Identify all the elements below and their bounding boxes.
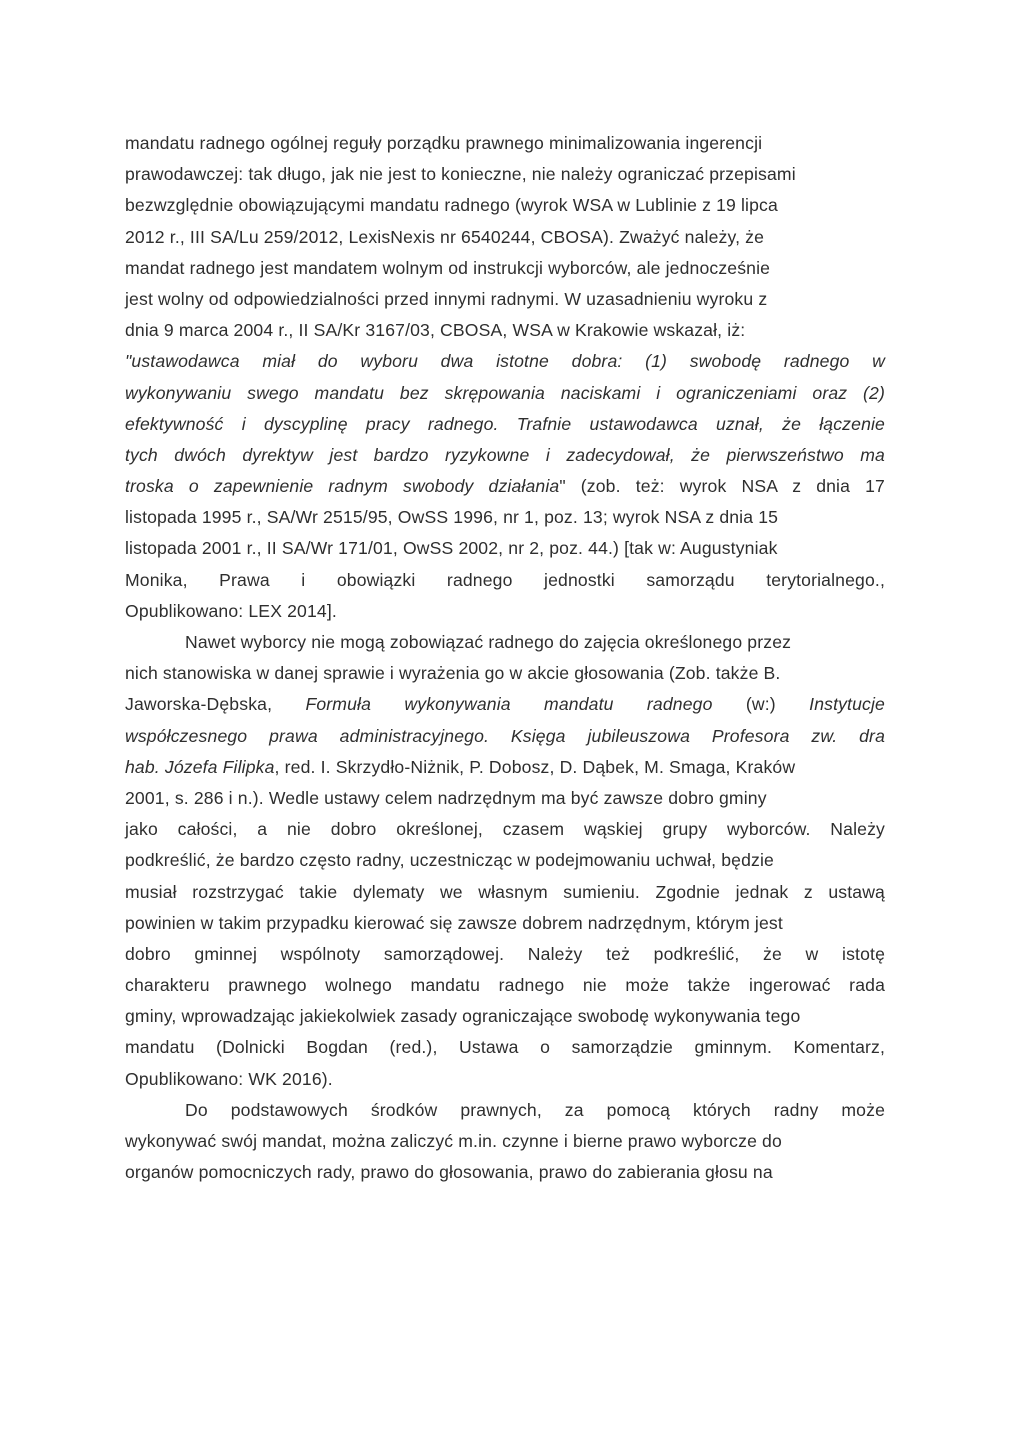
text-line [125, 970, 885, 1001]
text-line [125, 159, 885, 190]
text-segment: bezwzględnie obowiązującymi mandatu radnego (wyrok WSA w Lublinie z 19 lipca [125, 195, 778, 216]
text-segment: " (zob. też: wyrok NSA z dnia 17 [559, 476, 885, 497]
text-line [125, 222, 885, 253]
text-line [125, 939, 885, 970]
text-segment: jest wolny od odpowiedzialności przed innymi radnymi. W uzasadnieniu wyroku z [125, 288, 768, 309]
text-line [125, 284, 885, 315]
text-line [125, 1157, 885, 1188]
text-line [125, 908, 885, 939]
text-segment: mandatu radnego ogólnej reguły porządku prawnego minimalizowania ingerencji [125, 133, 763, 153]
text-line [125, 596, 885, 627]
text-segment: Nawet wyborcy nie mogą zobowiązać radnego do zajęcia określonego przez [185, 632, 792, 652]
text-segment: podkreślić, że bardzo często radny, uczestnicząc w podejmowaniu uchwał, będzie [125, 850, 774, 871]
text-line [125, 627, 885, 658]
text-line [125, 877, 885, 908]
document-body [125, 128, 885, 1188]
text-segment: prawodawczej: tak długo, jak nie jest to konieczne, nie należy ograniczać przepisami [125, 164, 796, 185]
text-segment: powinien w takim przypadku kierować się zawsze dobrem nadrzędnym, którym jest [125, 912, 783, 933]
text-segment: listopada 2001 r., II SA/Wr 171/01, OwSS 2002, nr 2, poz. 44.) [tak w: Augustyniak [125, 538, 778, 559]
text-segment: nich stanowiska w danej sprawie i wyrażenia go w akcie głosowania (Zob. także B. [125, 663, 781, 684]
text-line [125, 471, 885, 502]
text-line [125, 1126, 885, 1157]
text-segment: jako całości, a nie dobro określonej, czasem wąskiej grupy wyborców. Należy [125, 819, 885, 840]
text-line [125, 721, 885, 752]
text-segment: dobro gminnej wspólnoty samorządowej. Należy też podkreślić, że w istotę [125, 943, 885, 964]
italic-text-segment: "ustawodawca miał do wyboru dwa istotne dobra: (1) swobodę radnego w [125, 351, 885, 372]
text-segment: listopada 1995 r., SA/Wr 2515/95, OwSS 1996, nr 1, poz. 13; wyrok NSA z dnia 15 [125, 507, 779, 528]
text-line [125, 689, 885, 720]
text-line [125, 533, 885, 564]
italic-text-segment: Formuła wykonywania mandatu radnego [305, 694, 713, 715]
text-segment: charakteru prawnego wolnego mandatu radnego nie może także ingerować rada [125, 975, 885, 996]
text-line [125, 378, 885, 409]
italic-text-segment: wykonywaniu swego mandatu bez skrępowania naciskami i ograniczeniami oraz (2) [125, 382, 885, 403]
text-line [125, 845, 885, 876]
text-line [125, 658, 885, 689]
text-line [125, 315, 885, 346]
italic-text-segment: troska o zapewnienie radnym swobody działania [125, 476, 560, 497]
text-segment: dnia 9 marca 2004 r., II SA/Kr 3167/03, CBOSA, WSA w Krakowie wskazał, iż: [125, 320, 746, 341]
italic-text-segment: efektywność i dyscyplinę pracy radnego. Trafnie ustawodawca uznał, że łączenie [125, 413, 885, 434]
text-segment: 2001, s. 286 i n.). Wedle ustawy celem nadrzędnym ma być zawsze dobro gminy [125, 787, 767, 808]
text-segment: organów pomocniczych rady, prawo do głosowania, prawo do zabierania głosu na [125, 1162, 773, 1183]
text-segment: musiał rozstrzygać takie dylematy we własnym sumieniu. Zgodnie jednak z ustawą [125, 881, 885, 902]
text-segment: 2012 r., III SA/Lu 259/2012, LexisNexis nr 6540244, CBOSA). Zważyć należy, że [125, 226, 765, 247]
text-segment: mandat radnego jest mandatem wolnym od instrukcji wyborców, ale jednocześnie [125, 257, 771, 278]
text-segment: Jaworska-Dębska, [125, 694, 306, 715]
italic-text-segment: Instytucje [809, 694, 885, 715]
text-line [125, 440, 885, 471]
text-segment: gminy, wprowadzając jakiekolwiek zasady ograniczające swobodę wykonywania tego [125, 1006, 801, 1027]
text-line [125, 190, 885, 221]
italic-text-segment: hab. Józefa Filipka [125, 756, 275, 777]
text-segment: , red. I. Skrzydło-Niżnik, P. Dobosz, D. Dąbek, M. Smaga, Kraków [274, 756, 796, 777]
text-segment: Monika, Prawa i obowiązki radnego jednostki samorządu terytorialnego., [125, 569, 885, 590]
text-line [125, 1095, 885, 1126]
text-line [125, 409, 885, 440]
text-segment: (w:) [712, 694, 810, 715]
italic-text-segment: współczesnego prawa administracyjnego. Księga jubileuszowa Profesora zw. dra [125, 725, 885, 746]
text-segment: Opublikowano: WK 2016). [125, 1068, 333, 1089]
text-line [125, 128, 885, 159]
text-line [125, 783, 885, 814]
text-line [125, 752, 885, 783]
text-segment: Opublikowano: LEX 2014]. [125, 600, 337, 621]
text-line [125, 253, 885, 284]
text-line [125, 1032, 885, 1063]
text-line [125, 502, 885, 533]
italic-text-segment: tych dwóch dyrektyw jest bardzo ryzykowne i zadecydował, że pierwszeństwo ma [125, 444, 885, 465]
text-line [125, 814, 885, 845]
text-segment: mandatu (Dolnicki Bogdan (red.), Ustawa o samorządzie gminnym. Komentarz, [125, 1037, 885, 1058]
text-line [125, 1064, 885, 1095]
text-segment: Do podstawowych środków prawnych, za pomocą których radny może [185, 1099, 885, 1120]
text-line [125, 346, 885, 377]
text-segment: wykonywać swój mandat, można zaliczyć m.in. czynne i bierne prawo wyborcze do [125, 1131, 782, 1151]
text-line [125, 1001, 885, 1032]
text-line [125, 565, 885, 596]
